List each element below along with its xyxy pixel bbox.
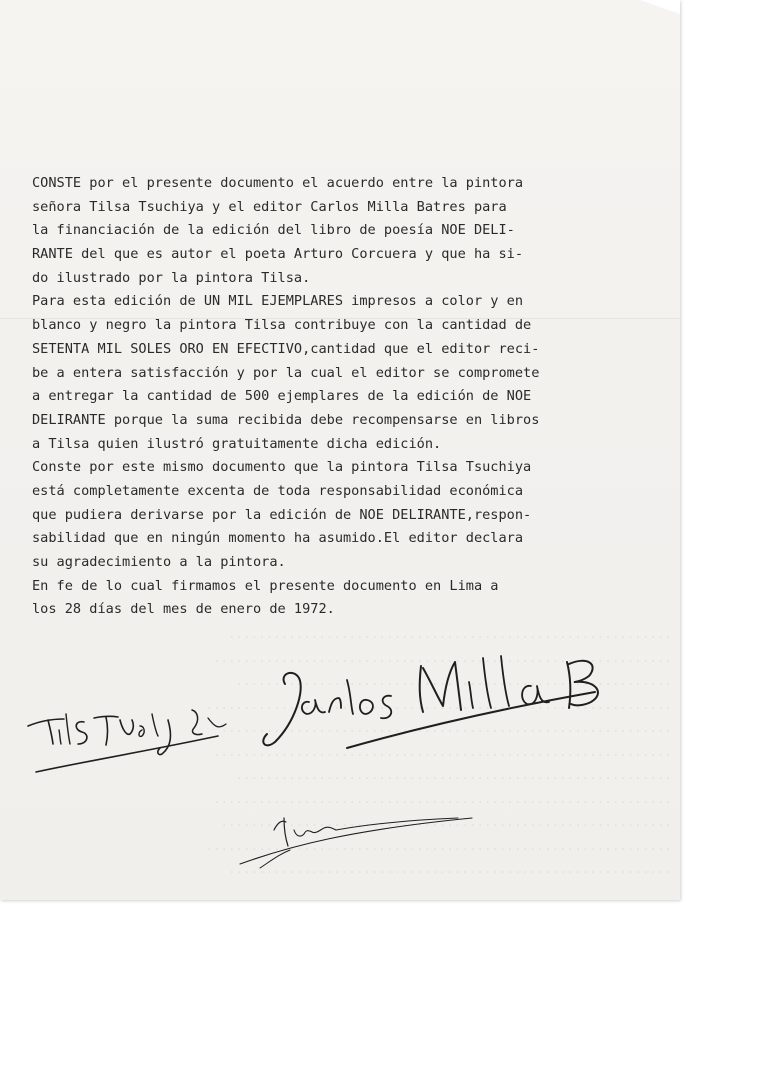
text-line: CONSTE por el presente documento el acuerdo entre la pintora [32, 175, 524, 191]
text-line: RANTE del que es autor el poeta Arturo Corcuera y que ha si- [32, 246, 524, 263]
text-line: señora Tilsa Tsuchiya y el editor Carlos Milla Batres para [32, 198, 507, 215]
text-line: En fe de lo cual firmamos el presente documento en Lima a [32, 577, 499, 594]
signature-tilsa [22, 690, 242, 780]
bleed-through-text: ........................................................... ............................................................. .......................................................... .............................................................. ............................................................ ............................................................. .......................................................... ............................................................. ............................................................ .............................................................. ........................................................... [205, 626, 672, 876]
signature-bottom [200, 800, 500, 880]
text-line: be a entera satisfacción y por la cual el editor se compromete [32, 364, 540, 381]
text-line: sabilidad que en ningún momento ha asumido.El editor declara [32, 530, 524, 547]
text-line: está completamente excenta de toda responsabilidad económica [32, 482, 524, 499]
text-line: Para esta edición de UN MIL EJEMPLARES impresos a color y en [32, 293, 524, 310]
text-line: la financiación de la edición del libro de poesía NOE DELI- [32, 222, 515, 239]
text-line: a entregar la cantidad de 500 ejemplares de la edición de NOE [32, 388, 532, 405]
text-line: a Tilsa quien ilustró gratuitamente dicha edición. [32, 435, 442, 452]
text-line: do ilustrado por la pintora Tilsa. [32, 269, 311, 286]
signature-carlos-milla [255, 638, 635, 768]
text-line: los 28 días del mes de enero de 1972. [32, 601, 335, 618]
paper-torn-corner [640, 0, 680, 14]
text-line: DELIRANTE porque la suma recibida debe recompensarse en libros [32, 411, 540, 428]
text-line: blanco y negro la pintora Tilsa contribuye con la cantidad de [32, 317, 532, 334]
text-line: que pudiera derivarse por la edición de NOE DELIRANTE,respon- [32, 506, 532, 523]
agreement-text [32, 172, 652, 622]
text-line: Conste por este mismo documento que la pintora Tilsa Tsuchiya [32, 459, 532, 476]
text-line: SETENTA MIL SOLES ORO EN EFECTIVO,cantidad que el editor reci- [32, 340, 540, 357]
text-line: su agradecimiento a la pintora. [32, 554, 286, 570]
